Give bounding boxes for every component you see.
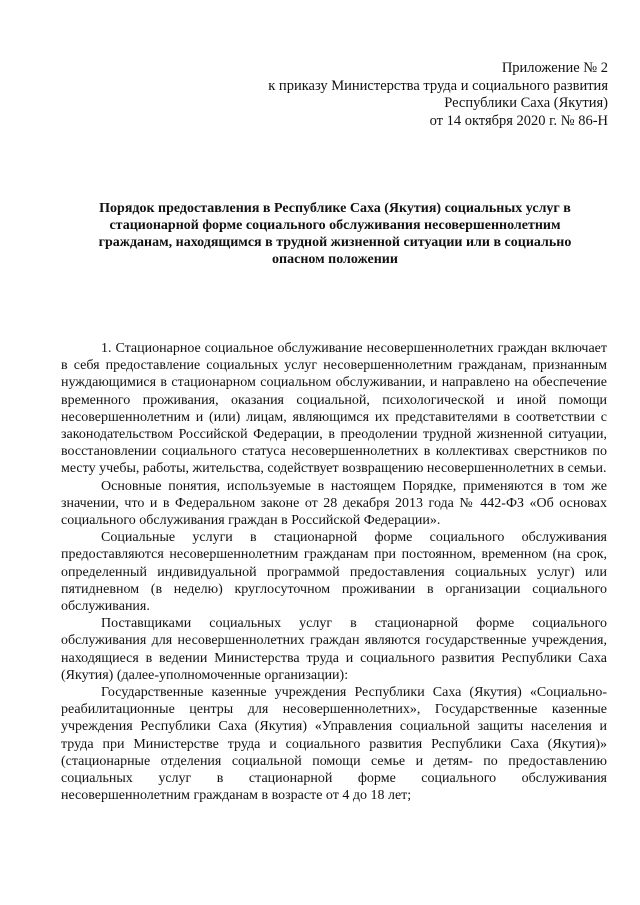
appendix-date: от 14 октября 2020 г. № 86-Н (429, 112, 608, 129)
appendix-header (268, 60, 608, 130)
paragraph-1: 1. Стационарное социальное обслуживание несовершеннолетних граждан включает в себя предоставление социальных услуг несовершеннолетним гражданам, признанным нуждающимися в стационарном социальном обслуживании, и направлено на обеспечение временного проживания, оказания социальной, психологической и иной помощи несовершеннолетним и (или) лицам, являющимся их представителями в соответствии с законодательством Российской Федерации, в преодолении трудной жизненной ситуации, восстановлении социального статуса несовершеннолетних в коллективах сверстников по месту учебы, работы, жительства, содействует возвращению несовершеннолетних в семьи. (61, 341, 607, 477)
document-title: Порядок предоставления в Республике Саха (Якутия) социальных услуг в стационарной форме социального обслуживания несовершеннолетним гражданам, находящимся в трудной жизненной ситуации или в социально опасном положении (98, 201, 572, 267)
paragraph-2: Основные понятия, используемые в настоящем Порядке, применяются в том же значении, что и в Федеральном законе от 28 декабря 2013 года № 442-ФЗ «Об основах социального обслуживания граждан в Российской Федерации». (61, 478, 607, 529)
paragraph-4: Поставщиками социальных услуг в стационарной форме социального обслуживания для несовершеннолетних граждан являются государственные учреждения, находящиеся в ведении Министерства труда и социального развития Республики Саха (Якутия) (далее-уполномоченные организации): (61, 616, 607, 683)
appendix-number: Приложение № 2 (501, 60, 608, 76)
appendix-order-ref: к приказу Министерства труда и социального развития (268, 77, 608, 94)
paragraph-3: Социальные услуги в стационарной форме социального обслуживания предоставляются несовершеннолетним гражданам при постоянном, временном (на срок, определенный индивидуальной программой предоставления социальных услуг) или пятидневном (в неделю) круглосуточном проживании в организации социального обслуживания. (61, 530, 607, 615)
document-body (61, 340, 607, 804)
appendix-republic: Республики Саха (Якутия) (444, 95, 608, 111)
paragraph-5: Государственные казенные учреждения Республики Саха (Якутия) «Социально-реабилитационные центры для несовершеннолетних», Государственные казенные учреждения Республики Саха (Якутия) «Управления социальной защиты населения и труда при Министерстве труда и социального развития Республики Саха (Якутия)» (стационарные отделения социальной помощи семье и детям- по предоставлению социальных услуг в стационарной форме социального обслуживания несовершеннолетним гражданам в возрасте от 4 до 18 лет; (61, 685, 607, 804)
